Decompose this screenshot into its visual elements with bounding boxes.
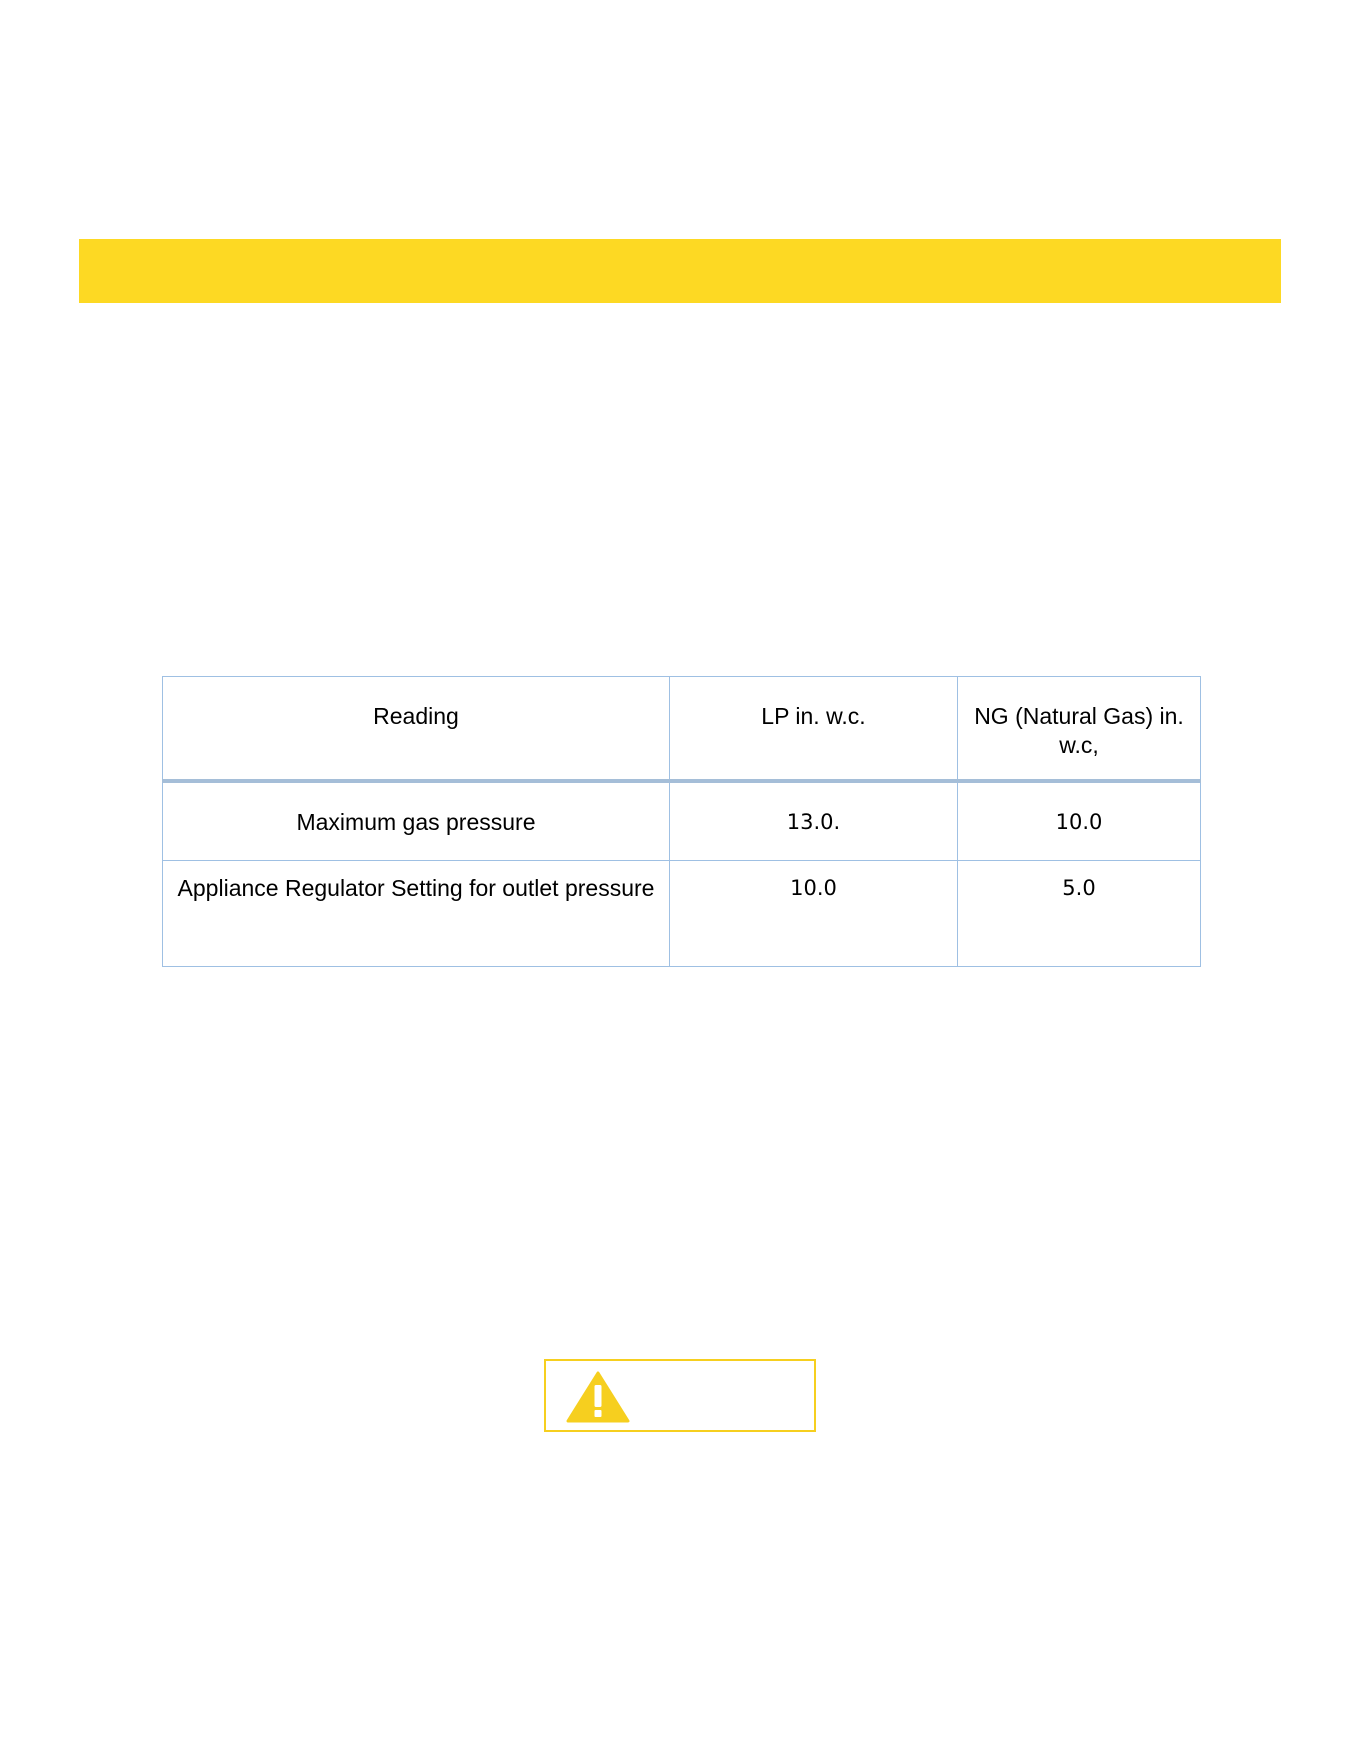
table-row xyxy=(163,861,1201,967)
gas-pressure-table xyxy=(162,676,1201,967)
warning-label-box xyxy=(544,1359,816,1432)
reading-cell: Maximum gas pressure xyxy=(163,781,670,861)
lp-value-cell: 10.0 xyxy=(670,861,958,967)
section-header-band xyxy=(79,239,1281,303)
warning-triangle-icon xyxy=(566,1371,630,1423)
table-header-row xyxy=(163,677,1201,781)
lp-value-cell: 13.0. xyxy=(670,781,958,861)
reading-cell: Appliance Regulator Setting for outlet pressure xyxy=(163,861,670,967)
header-lp: LP in. w.c. xyxy=(670,677,958,781)
table-row xyxy=(163,781,1201,861)
header-ng: NG (Natural Gas) in. w.c, xyxy=(958,677,1201,781)
ng-value-cell: 5.0 xyxy=(958,861,1201,967)
header-reading: Reading xyxy=(163,677,670,781)
ng-value-cell: 10.0 xyxy=(958,781,1201,861)
